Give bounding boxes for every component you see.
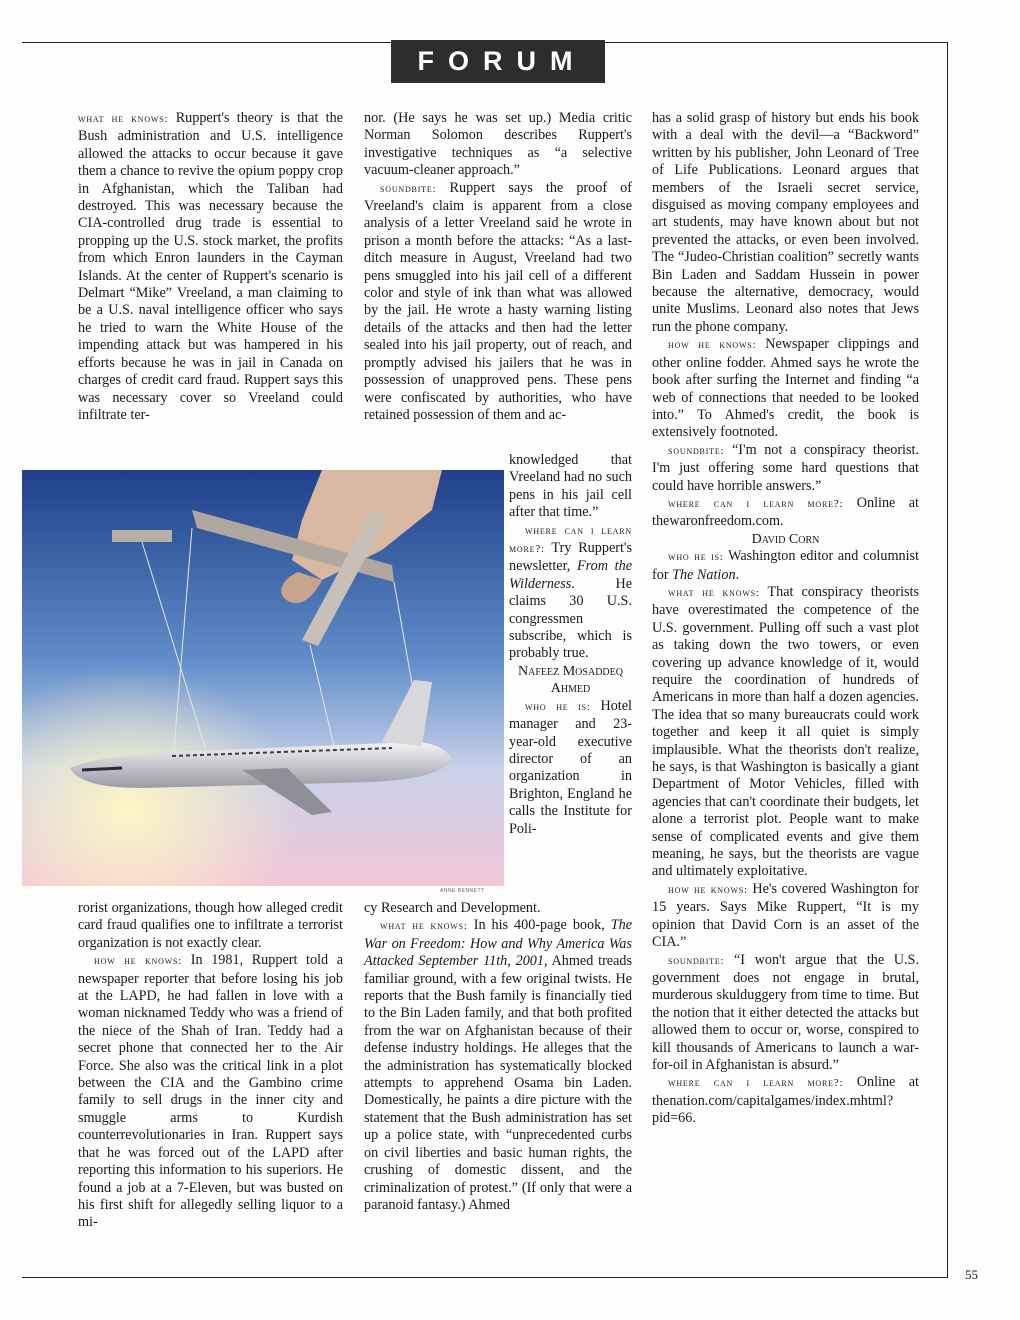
how-he-knows-label: how he knows: bbox=[94, 955, 183, 968]
soundbite-label: soundbite: bbox=[668, 954, 725, 967]
photo-credit: ANNE BENNETT bbox=[440, 888, 485, 894]
who-he-is-label: who he is: bbox=[668, 551, 724, 564]
column-1-top bbox=[78, 110, 343, 424]
soundbite-label: soundbite: bbox=[668, 444, 725, 457]
section-title: FORUM bbox=[391, 40, 605, 83]
paragraph: where can i learn more?: Online at thewaronfreedom.com. bbox=[652, 494, 919, 530]
how-he-knows-label: how he knows: bbox=[668, 883, 748, 896]
paragraph: nor. (He says he was set up.) Media critic Norman Solomon describes Ruppert's investigative techniques as “a selective vacuum-cleaner approach.” bbox=[364, 110, 632, 179]
how-he-knows-label: how he knows: bbox=[668, 339, 757, 352]
paragraph: what he knows: In his 400-page book, The War on Freedom: How and Why America Was Attacked September 11th, 2001, Ahmed treads familiar ground, with a few original twists. He reports that the Bush family is financially tied to the Bin Laden family, and that both profited from the war on Afghanistan because of their defense industry holdings. He alleges that the the administration has systematically blocked attempts to apprehend Osama bin Laden. Domestically, he paints a dire picture with the statement that the Bush administration has set up a police state, with “unprecedented curbs on civil liberties and basic human rights, the crushing of domestic dissent, and the criminalization of protest.” (If only that were a paranoid fantasy.) Ahmed bbox=[364, 917, 633, 1213]
paragraph: where can i learn more?: Try Ruppert's newsletter, From the Wilderness. He claims 30 U.S. congressmen subscribe, which is probably true. bbox=[509, 524, 632, 662]
paragraph: rorist organizations, though how alleged credit card fraud qualifies one to infiltrate a terrorist organization is not exactly clear. bbox=[78, 900, 343, 951]
right-rule bbox=[947, 42, 948, 1278]
publication-title: The Nation bbox=[672, 566, 736, 583]
paragraph: has a solid grasp of history but ends his book with a deal with the devil—a “Backword” written by his publisher, John Leonard of Tree of Life Publications. Leonard argues that members of the Israeli secret service, disguised as moving company employees and art students, may have known about but not prevented the attacks, or even been involved. The “Judeo-Christian coalition” secretly wants Bin Laden and Saddam Hussein in power because the alternative, democracy, would unite Muslims. Leonard also notes that Jews run the phone company. bbox=[652, 110, 919, 335]
paragraph: what he knows: Ruppert's theory is that the Bush administration and U.S. intelligence allowed the attacks to occur because it gave them a chance to revive the opium poppy crop in Afghanistan, which the Taliban had destroyed. This was necessary because the CIA-controlled drug trade is essential to propping up the U.S. stock market, the profits from which Enron launders in the Cayman Islands. At the center of Ruppert's scenario is Delmart “Mike” Vreeland, a man claiming to be a U.S. naval intelligence officer who says he tried to warn the White House of the impending attack but was hampered in his efforts because he was in jail in Canada on charges of credit card fraud. Ruppert says this was necessary cover so Vreeland could infiltrate ter- bbox=[78, 110, 344, 423]
what-he-knows-label: what he knows: bbox=[668, 586, 760, 599]
what-he-knows-label: what he knows: bbox=[380, 920, 468, 933]
column-2-narrow bbox=[509, 452, 632, 838]
paragraph: how he knows: He's covered Washington for 15 years. Says Mike Ruppert, “It is my opinion that David Corn is an asset of the CIA.” bbox=[652, 880, 920, 951]
paragraph: who he is: Hotel manager and 23-year-old executive director of an organization in Brighton, England he calls the Institute for Poli- bbox=[509, 697, 632, 837]
paragraph: knowledged that Vreeland had no such pens in his jail cell after that time.” bbox=[509, 452, 632, 521]
where-learn-more-label: where can i learn more?: bbox=[668, 1077, 844, 1090]
puppet-airplane-illustration bbox=[22, 470, 504, 886]
who-he-is-label: who he is: bbox=[525, 700, 591, 713]
paragraph: what he knows: That conspiracy theorists have overestimated the competence of the U.S. government. Pulling off such a vast plot as taking down the two towers, or even covering up advance knowledge of it, would require the coordination of hundreds of Americans in more than half a dozen agencies. The idea that so many bureaucrats could work together and keep it all quiet is simply implausible. What the theorists don't realize, he says, is that Washington is basically a giant Department of Motor Vehicles, filled with agencies that can't coordinate their budgets, let alone a terrorist plot. People want to make sense of complicated events and give them meaning, he says, but the theorists are vague and ultimately exploitative. bbox=[652, 583, 919, 880]
where-learn-more-label: where can i learn more?: bbox=[509, 524, 632, 556]
paragraph: where can i learn more?: Online at thenation.com/capitalgames/index.mhtml?pid=66. bbox=[652, 1074, 919, 1127]
where-learn-more-label: where can i learn more?: bbox=[668, 497, 844, 510]
newsletter-title: From the Wilderness bbox=[509, 558, 632, 592]
paragraph: how he knows: Newspaper clippings and other online fodder. Ahmed says he wrote the book after surfing the Internet and finding “a web of connections that needed to be looked into.” To Ahmed's credit, the book is extensively footnoted. bbox=[652, 336, 920, 441]
paragraph: soundbite: “I'm not a conspiracy theorist. I'm just offering some hard questions that could have horrible answers.” bbox=[652, 441, 919, 494]
paragraph: cy Research and Development. bbox=[364, 900, 541, 916]
column-3 bbox=[652, 110, 919, 1128]
column-2-top bbox=[364, 110, 632, 424]
column-2-bottom bbox=[364, 900, 632, 1214]
book-title: The War on Freedom: How and Why America Was Attacked September 11th, 2001 bbox=[364, 917, 633, 970]
page-number: 55 bbox=[965, 1267, 978, 1282]
column-1-bottom bbox=[78, 900, 343, 1232]
paragraph: who he is: Washington editor and columnist for The Nation. bbox=[652, 548, 919, 583]
byline-ahmed: Nafeez Mosaddeq Ahmed bbox=[518, 663, 623, 697]
paragraph: soundbite: “I won't argue that the U.S. government does not engage in brutal, murderous skulduggery from time to time. But the notion that it either detected the attacks but allowed them to occur or, worse, conspired to kill thousands of Americans to launch a war-for-oil in Afghanistan is absurd.” bbox=[652, 951, 919, 1073]
byline-corn: David Corn bbox=[751, 531, 820, 547]
what-he-knows-label: what he knows: bbox=[78, 113, 169, 125]
bottom-rule bbox=[22, 1277, 948, 1278]
paragraph: soundbite: Ruppert says the proof of Vreeland's claim is apparent from a close analysis of a letter Vreeland said he wrote in prison a month before the attacks: “As a last-ditch measure in August, Vreeland had two pens smuggled into his jail cell of a different color and style of ink than what was allowed by the jail. He wrote a hasty warning listing details of the attacks and then had the letter sealed into his jail property, out of reach, and promptly advised his jailers that he was in possession of unapproved pens. These pens were confiscated by authorities, who have retained possession of them and ac- bbox=[364, 179, 633, 423]
paragraph: how he knows: In 1981, Ruppert told a newspaper reporter that before losing his job at the LAPD, he had fallen in love with a woman nicknamed Teddy who was a friend of the niece of the Shah of Iran. Teddy had a secret phone that connected her to the Air Force. She also was the critical link in a plot between the CIA and the Gambino crime family to sell drugs in the inner city and smuggle arms to Kurdish counterrevolutionaries in Iran. Ruppert says that he was forced out of the LAPD after reporting this information to his superiors. He found a job at a 7-Eleven, but was busted on his first shift for allegedly selling liquor to a mi- bbox=[78, 952, 343, 1231]
soundbite-label: soundbite: bbox=[380, 182, 437, 195]
